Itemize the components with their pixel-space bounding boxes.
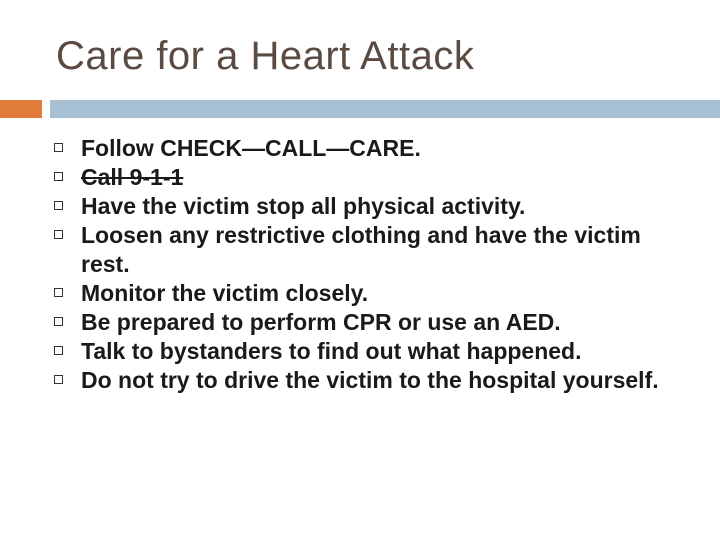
square-bullet-icon xyxy=(54,143,63,152)
bullet-text: Monitor the victim closely. xyxy=(81,280,369,306)
bullet-text: Call 9-1-1 xyxy=(81,164,184,190)
bullet-item-loosen-clothing xyxy=(52,221,692,279)
bullet-item-bystanders xyxy=(52,337,692,366)
square-bullet-icon xyxy=(54,288,63,297)
bullet-list xyxy=(52,134,692,395)
bullet-item-cpr-aed xyxy=(52,308,692,337)
bullet-item-do-not-drive xyxy=(52,366,692,395)
accent-bar xyxy=(0,100,42,118)
square-bullet-icon xyxy=(54,346,63,355)
bullet-text: Have the victim stop all physical activity. xyxy=(81,193,526,219)
square-bullet-icon xyxy=(54,230,63,239)
bullet-item-check-call-care xyxy=(52,134,692,163)
square-bullet-icon xyxy=(54,375,63,384)
title-underline-bar xyxy=(50,100,720,118)
slide-title: Care for a Heart Attack xyxy=(56,34,475,78)
bullet-item-monitor-victim xyxy=(52,279,692,308)
bullet-text: Talk to bystanders to find out what happened. xyxy=(81,338,582,364)
square-bullet-icon xyxy=(54,201,63,210)
bullet-text: Follow CHECK—CALL—CARE. xyxy=(81,135,421,161)
bullet-item-stop-activity xyxy=(52,192,692,221)
bullet-text: Do not try to drive the victim to the hospital yourself. xyxy=(81,367,659,393)
square-bullet-icon xyxy=(54,172,63,181)
bullet-text: Loosen any restrictive clothing and have the victim rest. xyxy=(81,222,641,277)
bullet-item-call-911 xyxy=(52,163,692,192)
bullet-text: Be prepared to perform CPR or use an AED. xyxy=(81,309,561,335)
square-bullet-icon xyxy=(54,317,63,326)
